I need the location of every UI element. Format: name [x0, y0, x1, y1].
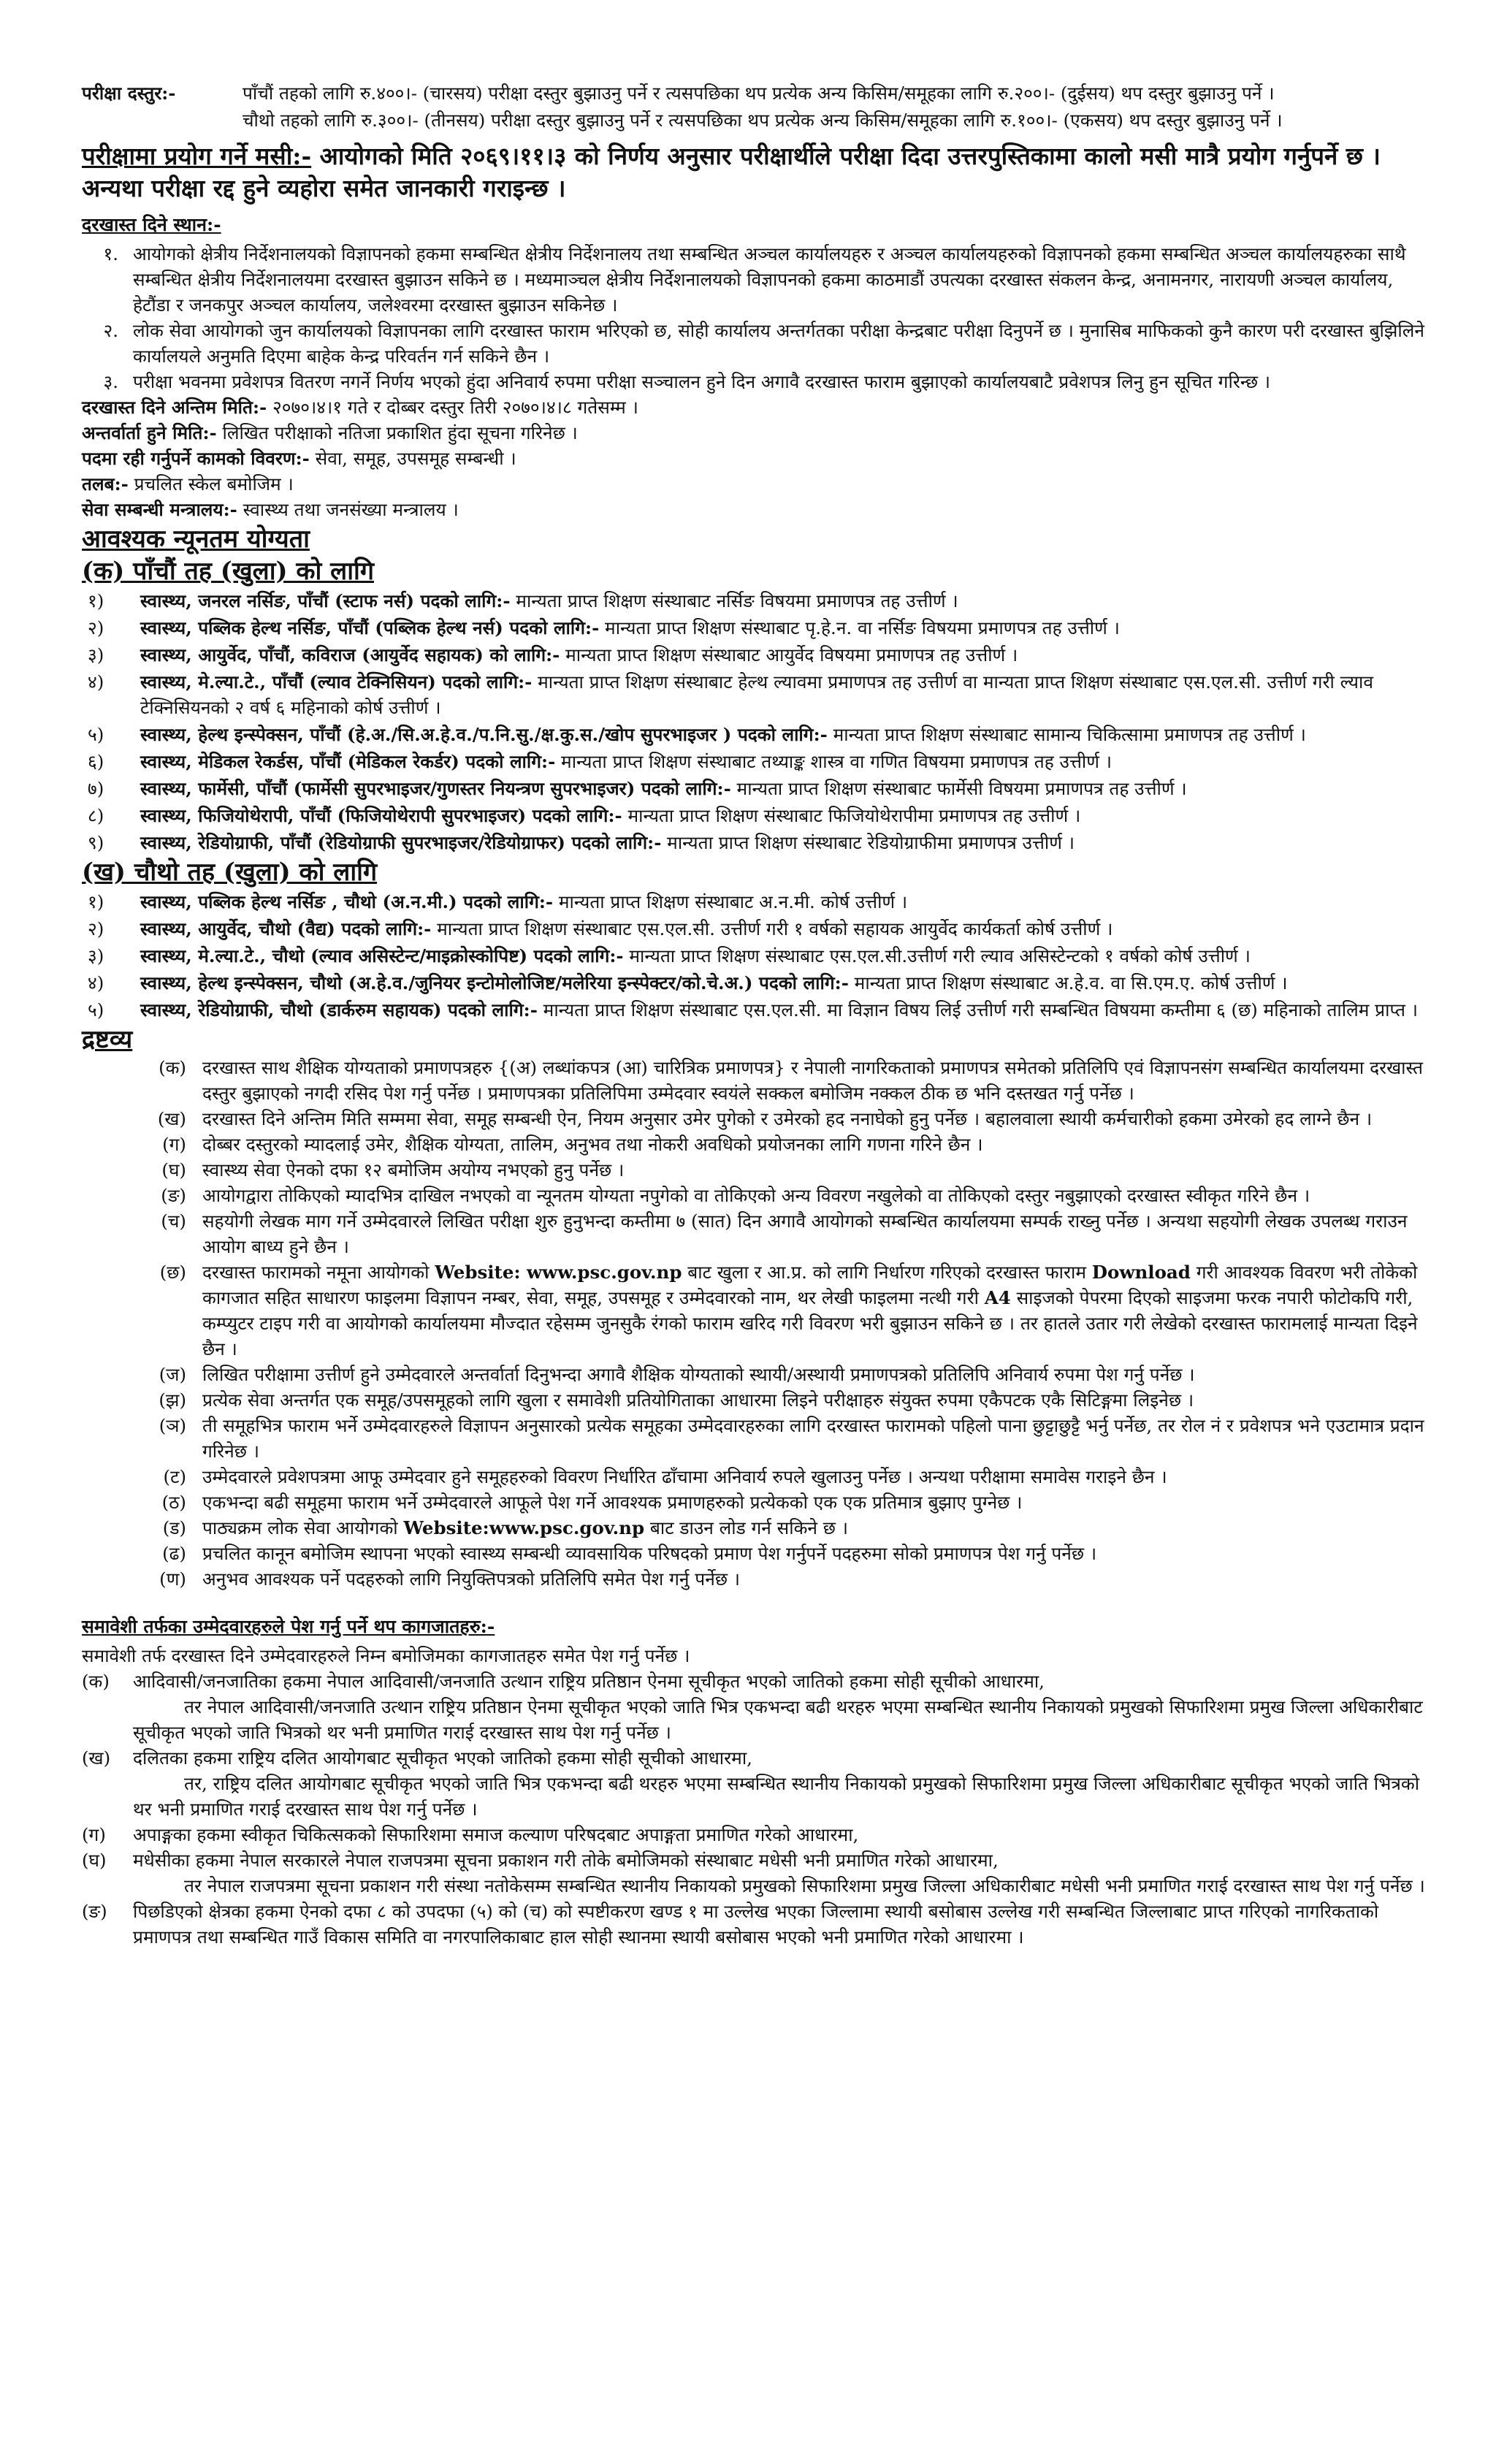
inclusive-text	[133, 1822, 1430, 1847]
qualification-text	[140, 615, 1430, 641]
place-item-text: परीक्षा भवनमा प्रवेशपत्र वितरण नगर्ने निर्णय भएको हुंदा अनिवार्य रुपमा परीक्षा सञ्चालन हुने दिन अगावै दरखास्त फाराम बुझाएको कार्यालयबाटै प्रवेशपत्र लिनु हुन सूचित गरिन्छ ।	[133, 371, 1271, 392]
qualification-text	[140, 997, 1430, 1023]
exam-fee-line: चौथो तहको लागि रु.३००।- (तीनसय) परीक्षा दस्तुर बुझाउनु पर्ने र त्यसपछिका थप प्रत्येक अन्य किसिम/समूहका लागि रु.१००।- (एकसय) थप दस्तुर बुझाउनु पर्ने ।	[243, 110, 1283, 131]
qualification-number: ५)	[88, 999, 104, 1021]
exam-fee-text	[243, 80, 1430, 134]
inclusive-intro: समावेशी तर्फ दरखास्त दिने उम्मेदवारहरुले निम्न बमोजिमका कागजातहरु समेत पेश गर्नु पर्नेछ ।	[82, 1645, 690, 1666]
note-link: Website: www.psc.gov.np	[435, 1262, 682, 1283]
qualification-number: ८)	[88, 805, 104, 826]
qualification-text	[140, 669, 1430, 720]
qualification-item	[82, 830, 1430, 855]
note-item	[82, 1490, 1430, 1515]
note-text	[202, 1515, 1430, 1541]
qualification-text	[140, 970, 1430, 996]
qualification-item	[82, 749, 1430, 774]
qualification-number: ३)	[88, 945, 104, 966]
note-text: आयोगद्वारा तोकिएको म्यादभित्र दाखिल नभएको वा न्यूनतम योग्यता नपुगेको वा तोकिएको अन्य विवरण नखुलेको वा तोकिएको दस्तुर नबुझाएको दरखास्त स्वीकृत गरिने छैन ।	[202, 1185, 1310, 1206]
inclusive-item	[82, 1899, 1430, 1950]
qualification-item	[82, 889, 1430, 915]
qualification-post: स्वास्थ्य, फार्मेसी, पाँचौं (फार्मेसी सुपरभाइजर/गुणस्तर नियन्त्रण सुपरभाइजर) पदको लागि:-	[140, 778, 731, 799]
inclusive-main: आदिवासी/जनजातिका हकमा नेपाल आदिवासी/जनजाति उत्थान राष्ट्रिय प्रतिष्ठान ऐनमा सूचीकृत भएको जातिको हकमा सोही सूचीको आधारमा,	[133, 1671, 1045, 1692]
fact-label: अन्तर्वार्ता हुने मिति:-	[82, 422, 217, 443]
qualification-text	[140, 722, 1430, 747]
fact-line	[82, 446, 1430, 471]
inclusive-text	[133, 1745, 1430, 1822]
qualification-number: १)	[88, 891, 104, 912]
section-gap	[82, 1592, 1430, 1611]
qualification-text	[140, 803, 1430, 828]
notes-heading: द्रष्टव्य	[82, 1025, 133, 1054]
note-text: स्वास्थ्य सेवा ऐनको दफा १२ बमोजिम अयोग्य नभएको हुनु पर्नेछ ।	[202, 1159, 625, 1180]
note-item	[82, 1157, 1430, 1183]
note-letter: (ञ)	[159, 1415, 186, 1436]
fact-label: सेवा सम्बन्धी मन्त्रालय:-	[82, 499, 237, 520]
qualification-text	[140, 588, 1430, 614]
qualification-requirement: मान्यता प्राप्त शिक्षण संस्थाबाट रेडियोग्राफीमा प्रमाणपत्र उत्तीर्ण ।	[661, 832, 1075, 853]
note-text: उम्मेदवारले प्रवेशपत्रमा आफू उम्मेदवार हुने समूहहरुको विवरण निर्धारित ढाँचामा अनिवार्य रुपले खुलाउनु पर्नेछ । अन्यथा परीक्षामा समावेस गराइने छैन ।	[202, 1466, 1167, 1487]
place-item-number: ३.	[103, 371, 118, 392]
inclusive-letter: (क)	[82, 1671, 110, 1692]
qualification-text	[140, 642, 1430, 668]
inclusive-letter: (ङ)	[82, 1901, 107, 1922]
qualification-number: ५)	[88, 724, 104, 745]
qualification-item	[82, 615, 1430, 641]
qualification-item	[82, 943, 1430, 969]
note-item	[82, 1362, 1430, 1387]
note-text: प्रचलित कानून बमोजिम स्थापना भएको स्वास्थ्य सम्बन्धी व्यावसायिक परिषदको प्रमाण पेश गर्नुपर्ने पदहरुमा सोको प्रमाणपत्र पेश गर्नु पर्नेछ ।	[202, 1543, 1097, 1564]
qualification-text	[140, 889, 1430, 915]
ink-notice-text: आयोगको मिति २०६९।११।३ को निर्णय अनुसार परीक्षार्थीले परीक्षा दिदा उत्तरपुस्तिकामा कालो मसी मात्रै प्रयोग गर्नुपर्ने छ । अन्यथा परीक्षा रद्द हुने व्यहोरा समेत जानकारी गराइन्छ ।	[82, 142, 1381, 202]
qualification-number: ९)	[88, 832, 104, 853]
fact-label: तलब:-	[82, 473, 129, 495]
note-segment: गरी आवश्यक विवरण भरी तोकेको कागजात सहित साधारण फाइलमा विज्ञापन नम्बर, सेवा, समूह, उपसमूह र उम्मेदवारको नाम, थर लेखी फाइलमा नत्थी गरी	[202, 1262, 1418, 1308]
note-letter: (ढ)	[162, 1543, 186, 1564]
note-text: दोब्बर दस्तुरको म्यादलाई उमेर, शैक्षिक योग्यता, तालिम, अनुभव तथा नोकरी अवधिको प्रयोजनका लागि गणना गरिने छैन ।	[202, 1134, 983, 1155]
qualification-item	[82, 803, 1430, 828]
note-item	[82, 1055, 1430, 1106]
note-item	[82, 1464, 1430, 1490]
qualification-requirement: मान्यता प्राप्त शिक्षण संस्थाबाट सामान्य चिकित्सामा प्रमाणपत्र तह उत्तीर्ण ।	[827, 724, 1306, 745]
application-place-heading: दरखास्त दिने स्थान:-	[82, 214, 221, 235]
qualification-number: २)	[88, 918, 104, 939]
qualification-requirement: मान्यता प्राप्त शिक्षण संस्थाबाट हेल्थ ल्यावमा प्रमाणपत्र तह उत्तीर्ण वा मान्यता प्राप्त शिक्षण संस्थाबाट एस.एल.सी. उत्तीर्ण गरी ल्याव टेक्निसियनको २ वर्ष ६ महिनाको कोर्ष उत्तीर्ण ।	[140, 671, 1373, 718]
qualification-number: ४)	[88, 972, 104, 993]
qualification-number: ७)	[88, 778, 104, 799]
place-item	[82, 241, 1430, 318]
qualification-item	[82, 722, 1430, 747]
qualification-requirement: मान्यता प्राप्त शिक्षण संस्थाबाट आयुर्वेद विषयमा प्रमाणपत्र तह उत्तीर्ण ।	[560, 644, 1018, 665]
qualification-item	[82, 669, 1430, 720]
qualification-number: ३)	[88, 644, 104, 665]
note-item	[82, 1183, 1430, 1208]
qualification-item	[82, 642, 1430, 668]
note-link: Download	[1091, 1262, 1191, 1283]
note-item	[82, 1515, 1430, 1541]
note-text	[202, 1259, 1430, 1362]
place-item	[82, 318, 1430, 369]
fact-label: दरखास्त दिने अन्तिम मिति:-	[82, 397, 267, 418]
qualification-post: स्वास्थ्य, पब्लिक हेल्थ नर्सिङ, पाँचौं (पब्लिक हेल्थ नर्स) पदको लागि:-	[140, 617, 600, 638]
note-item	[82, 1106, 1430, 1132]
place-item-text: लोक सेवा आयोगको जुन कार्यालयको विज्ञापनका लागि दरखास्त फाराम भरिएको छ, सोही कार्यालय अन्तर्गतका परीक्षा केन्द्रबाट परीक्षा दिनुपर्ने छ । मुनासिब माफिकको कुनै कारण परी दरखास्त बुझिलिने कार्यालयले अनुमति दिएमा बाहेक केन्द्र परिवर्तन गर्न सकिने छैन ।	[133, 320, 1424, 367]
qualification-text	[140, 830, 1430, 855]
qualification-requirement: मान्यता प्राप्त शिक्षण संस्थाबाट तथ्याङ्क शास्त्र वा गणित विषयमा प्रमाणपत्र तह उत्तीर्ण ।	[555, 751, 1113, 772]
inclusive-proviso: तर, राष्ट्रिय दलित आयोगबाट सूचीकृत भएको जाति भित्र एकभन्दा बढी थरहरु भएमा सम्बन्धित स्थानीय निकायको प्रमुखको सिफारिशमा प्रमुख जिल्ला अधिकारीबाट सूचीकृत भएको जाति भित्रको थर भनी प्रमाणित गराई दरखास्त साथ पेश गर्नु पर्नेछ ।	[133, 1773, 1420, 1820]
fact-line	[82, 420, 1430, 446]
note-segment: साइजको पेपरमा दिएको साइजमा फरक नपारी फोटोकपि गरी, कम्प्युटर टाइप गरी वा आयोगको कार्यालयमा मौज्दात रहेसम्म जुनसुकै रंगको फाराम खरिद गरी विवरण भरी बुझाउन सकिने छ । तर हातले उतार गरी लेखेको दरखास्त फारामलाई मान्यता दिइने छैन ।	[202, 1287, 1418, 1359]
exam-fee-line: पाँचौं तहको लागि रु.४००।- (चारसय) परीक्षा दस्तुर बुझाउनु पर्ने र त्यसपछिका थप प्रत्येक अन्य किसिम/समूहका लागि रु.२००।- (दुईसय) थप दस्तुर बुझाउनु पर्ने ।	[243, 83, 1275, 104]
qualification-requirement: मान्यता प्राप्त शिक्षण संस्थाबाट एस.एल.सी. मा विज्ञान विषय लिई उत्तीर्ण गरी सम्बन्धित विषयमा कम्तीमा ६ (छ) महिनाको तालिम प्राप्त ।	[537, 999, 1419, 1021]
qualification-post: स्वास्थ्य, मेडिकल रेकर्डस, पाँचौं (मेडिकल रेकर्डर) पदको लागि:-	[140, 751, 556, 772]
inclusive-letter: (ग)	[82, 1824, 106, 1845]
note-letter: (घ)	[161, 1159, 186, 1180]
note-letter: (क)	[159, 1057, 186, 1078]
qualification-post: स्वास्थ्य, हेल्थ इन्स्पेक्सन, पाँचौं (हे.अ./सि.अ.हे.व./प.नि.सु./क्ष.कु.स./खोप सुपरभाइजर ) पदको लागि:-	[140, 724, 828, 745]
level4-list	[82, 889, 1430, 1023]
inclusive-item	[82, 1745, 1430, 1822]
note-item	[82, 1541, 1430, 1566]
qualification-number: ४)	[88, 671, 104, 693]
fact-text: प्रचलित स्केल बमोजिम ।	[128, 473, 294, 495]
fact-line	[82, 394, 1430, 420]
fact-text: स्वास्थ्य तथा जनसंख्या मन्त्रालय ।	[237, 499, 459, 520]
note-item	[82, 1208, 1430, 1259]
inclusive-item	[82, 1668, 1430, 1745]
qualification-post: स्वास्थ्य, मे.ल्या.टे., पाँचौं (ल्याव टेक्निसियन) पदको लागि:-	[140, 671, 533, 693]
qualification-text	[140, 749, 1430, 774]
inclusive-list	[82, 1668, 1430, 1950]
note-letter: (ठ)	[161, 1492, 186, 1513]
note-segment: पाठ्यक्रम लोक सेवा आयोगको	[202, 1517, 404, 1538]
qualification-post: स्वास्थ्य, हेल्थ इन्स्पेक्सन, चौथो (अ.हे.व./जुनियर इन्टोमोलोजिष्ट/मलेरिया इन्स्पेक्टर/को.चे.अ.) पदको लागि:-	[140, 972, 849, 993]
note-text: प्रत्येक सेवा अन्तर्गत एक समूह/उपसमूहको लागि खुला र समावेशी प्रतियोगिताका आधारमा लिइने परीक्षाहरु संयुक्त रुपमा एकैपटक एकै सिटिङ्गमा लिइनेछ ।	[202, 1389, 1194, 1411]
application-place-list	[82, 241, 1430, 394]
qualification-requirement: मान्यता प्राप्त शिक्षण संस्थाबाट अ.हे.व. वा सि.एम.ए. कोर्ष उत्तीर्ण ।	[848, 972, 1288, 993]
note-letter: (ख)	[157, 1108, 186, 1129]
fact-label: पदमा रही गर्नुपर्ने कामको विवरण:-	[82, 448, 310, 469]
qualification-text	[140, 943, 1430, 969]
inclusive-main: पिछडिएको क्षेत्रका हकमा ऐनको दफा ८ को उपदफा (५) को (च) को स्पष्टीकरण खण्ड १ मा उल्लेख भएका जिल्लामा स्थायी बसोबास उल्लेख गरी सम्बन्धित जिल्लाबाट प्राप्त गरिएको नागरिकताको प्रमाणपत्र तथा सम्बन्धित गाउँ विकास समिति वा नगरपालिकाबाट हाल सोही स्थानमा स्थायी बसोबास भएको भनी प्रमाणित गरेको आधारमा ।	[133, 1901, 1379, 1948]
note-text: ती समूहभित्र फाराम भर्ने उम्मेदवारहरुले विज्ञापन अनुसारको प्रत्येक समूहका उम्मेदवारहरुका लागि दरखास्त फारामको पहिलो पाना छुट्टाछुट्टै भर्नु पर्नेछ, तर रोल नं र प्रवेशपत्र भने एउटामात्र प्रदान गरिनेछ ।	[202, 1415, 1424, 1462]
inclusive-proviso: तर नेपाल आदिवासी/जनजाति उत्थान राष्ट्रिय प्रतिष्ठान ऐनमा सूचीकृत भएको जाति भित्र एकभन्दा बढी थरहरु भएमा सम्बन्धित स्थानीय निकायको प्रमुखको सिफारिशमा प्रमुख जिल्ला अधिकारीबाट सूचीकृत भएको जाति भित्रको थर भनी प्रमाणित गराई दरखास्त साथ पेश गर्नु पर्नेछ ।	[133, 1696, 1423, 1743]
qualification-item	[82, 776, 1430, 801]
fact-text: २०७०।४।१ गते र दोब्बर दस्तुर तिरी २०७०।४।८ गतेसम्म ।	[267, 397, 638, 418]
qualification-requirement: मान्यता प्राप्त शिक्षण संस्थाबाट अ.न.मी. कोर्ष उत्तीर्ण ।	[553, 891, 908, 912]
note-text: अनुभव आवश्यक पर्ने पदहरुको लागि नियुक्तिपत्रको प्रतिलिपि समेत पेश गर्नु पर्नेछ ।	[202, 1568, 741, 1590]
note-item	[82, 1387, 1430, 1413]
qualification-number: २)	[88, 617, 104, 638]
inclusive-main: अपाङ्गका हकमा स्वीकृत चिकित्सकको सिफारिशमा समाज कल्याण परिषदबाट अपाङ्गता प्रमाणित गरेको आधारमा,	[133, 1824, 859, 1845]
note-text: दरखास्त दिने अन्तिम मिति सम्ममा सेवा, समूह सम्बन्धी ऐन, नियम अनुसार उमेर पुगेको र उमेरको हद ननाघेको हुनु पर्नेछ । बहालवाला स्थायी कर्मचारीको हकमा उमेरको हद लाग्ने छैन ।	[202, 1108, 1373, 1129]
qualification-number: १)	[88, 590, 104, 611]
note-text: एकभन्दा बढी समूहमा फाराम भर्ने उम्मेदवारले आफूले पेश गर्ने आवश्यक प्रमाणहरुको प्रत्येकको एक एक प्रतिमात्र बुझाए पुग्नेछ ।	[202, 1492, 1023, 1513]
note-text: दरखास्त साथ शैक्षिक योग्यताको प्रमाणपत्रहरु {(अ) लब्धांकपत्र (आ) चारित्रिक प्रमाणपत्र} र नेपाली नागरिकताको प्रमाणपत्र समेतको प्रतिलिपि एवं विज्ञापनसंग सम्बन्धित कार्यालयमा दरखास्त दस्तुर बुझाएको नगदी रसिद पेश गर्नु पर्नेछ । प्रमाणपत्रका प्रतिलिपिमा उम्मेदवार स्वयंले सक्कल बमोजिम नक्कल ठीक छ भनि दस्तखत गर्नु पर्नेछ ।	[202, 1057, 1423, 1104]
ink-notice-label: परीक्षामा प्रयोग गर्ने मसी:-	[82, 142, 312, 170]
fact-text: लिखित परीक्षाको नतिजा प्रकाशित हुंदा सूचना गरिनेछ ।	[216, 422, 578, 443]
exam-fee-label: परीक्षा दस्तुर:-	[82, 83, 176, 104]
qualification-item	[82, 588, 1430, 614]
qualification-post: स्वास्थ्य, आयुर्वेद, चौथो (वैद्य) पदको लागि:-	[140, 918, 432, 939]
fact-text: सेवा, समूह, उपसमूह सम्बन्धी ।	[309, 448, 516, 469]
note-letter: (ड)	[162, 1517, 186, 1538]
note-item	[82, 1259, 1430, 1362]
qualification-post: स्वास्थ्य, रेडियोग्राफी, पाँचौं (रेडियोग्राफी सुपरभाइजर/रेडियोग्राफर) पदको लागि:-	[140, 832, 662, 853]
inclusive-item	[82, 1847, 1430, 1899]
qualification-item	[82, 997, 1430, 1023]
qualification-requirement: मान्यता प्राप्त शिक्षण संस्थाबाट फिजियोथेरापीमा प्रमाणपत्र तह उत्तीर्ण ।	[622, 805, 1081, 826]
fact-line	[82, 497, 1430, 522]
note-letter: (झ)	[159, 1389, 186, 1411]
qualification-requirement: मान्यता प्राप्त शिक्षण संस्थाबाट फार्मेसी विषयमा प्रमाणपत्र तह उत्तीर्ण ।	[730, 778, 1187, 799]
inclusive-text	[133, 1847, 1430, 1899]
level5-heading: (क) पाँचौं तह (खुला) को लागि	[82, 557, 374, 586]
qualification-post: स्वास्थ्य, पब्लिक हेल्थ नर्सिङ , चौथो (अ.न.मी.) पदको लागि:-	[140, 891, 554, 912]
note-letter: (च)	[161, 1210, 186, 1232]
facts-list	[82, 394, 1430, 522]
fact-line	[82, 471, 1430, 497]
note-segment: दरखास्त फारामको नमूना आयोगको	[202, 1262, 435, 1283]
note-text: लिखित परीक्षामा उत्तीर्ण हुने उम्मेदवारले अन्तर्वार्ता दिनुभन्दा अगावै शैक्षिक योग्यताको स्थायी/अस्थायी प्रमाणपत्रको प्रतिलिपि अनिवार्य रुपमा पेश गर्नु पर्नेछ ।	[202, 1364, 1195, 1385]
level4-heading: (ख) चौथो तह (खुला) को लागि	[82, 858, 378, 887]
inclusive-text	[133, 1668, 1430, 1745]
qualification-text	[140, 916, 1430, 942]
inclusive-main: दलितका हकमा राष्ट्रिय दलित आयोगबाट सूचीकृत भएको जातिको हकमा सोही सूचीको आधारमा,	[133, 1747, 752, 1769]
note-letter: (ङ)	[161, 1185, 186, 1206]
qualification-post: स्वास्थ्य, आयुर्वेद, पाँचौं, कविराज (आयुर्वेद सहायक) को लागि:-	[140, 644, 560, 665]
qualification-requirement: मान्यता प्राप्त शिक्षण संस्थाबाट एस.एल.सी. उत्तीर्ण गरी १ वर्षको सहायक आयुर्वेद कार्यकर्ता कोर्ष उत्तीर्ण ।	[431, 918, 1113, 939]
inclusive-text	[133, 1899, 1430, 1950]
place-item-number: २.	[103, 320, 118, 341]
qualification-item	[82, 970, 1430, 996]
note-letter: (ट)	[163, 1466, 186, 1487]
notes-list	[82, 1055, 1430, 1592]
qualification-requirement: मान्यता प्राप्त शिक्षण संस्थाबाट नर्सिङ विषयमा प्रमाणपत्र तह उत्तीर्ण ।	[510, 590, 958, 611]
note-letter: (छ)	[159, 1262, 186, 1283]
inclusive-main: मधेसीका हकमा नेपाल सरकारले नेपाल राजपत्रमा सूचना प्रकाशन गरी तोके बमोजिमको संस्थाबाट मधेसी भनी प्रमाणित गरेको आधारमा,	[133, 1850, 999, 1871]
note-item	[82, 1413, 1430, 1464]
inclusive-heading: समावेशी तर्फका उम्मेदवारहरुले पेश गर्नु पर्ने थप कागजातहरु:-	[82, 1616, 495, 1637]
note-letter: (ण)	[159, 1568, 186, 1590]
place-item-text: आयोगको क्षेत्रीय निर्देशनालयको विज्ञापनको हकमा सम्बन्धित क्षेत्रीय निर्देशनालय तथा सम्बन्धित अञ्चल कार्यालयहरु र अञ्चल कार्यालयहरुको विज्ञापनको हकमा सम्बन्धित अञ्चल कार्यालयहरुका साथै सम्बन्धित क्षेत्रीय निर्देशनालयमा दरखास्त बुझाउन सकिने छ । मध्यमाञ्चल क्षेत्रीय निर्देशनालयको विज्ञापनको हकमा काठमाडौं उपत्यका दरखास्त संकलन केन्द्र, अनामनगर, नारायणी अञ्चल कार्यालय, हेटौंडा र जनकपुर अञ्चल कार्यालय, जलेश्वरमा दरखास्त बुझाउन सकिनेछ ।	[133, 243, 1406, 316]
exam-fee-section	[82, 80, 1430, 134]
note-text: सहयोगी लेखक माग गर्ने उम्मेदवारले लिखित परीक्षा शुरु हुनुभन्दा कम्तीमा ७ (सात) दिन अगावै आयोगको सम्बन्धित कार्यालयमा सम्पर्क राख्नु पर्नेछ । अन्यथा सहयोगी लेखक उपलब्ध गराउन आयोग बाध्य हुने छैन ।	[202, 1210, 1408, 1257]
min-qualification-heading: आवश्यक न्यूनतम योग्यता	[82, 525, 310, 554]
note-letter: (ग)	[162, 1134, 186, 1155]
qualification-requirement: मान्यता प्राप्त शिक्षण संस्थाबाट पृ.हे.न. वा नर्सिङ विषयमा प्रमाणपत्र तह उत्तीर्ण ।	[599, 617, 1120, 638]
note-link: Website:www.psc.gov.np	[403, 1517, 645, 1538]
note-letter: (ज)	[159, 1364, 186, 1385]
qualification-text	[140, 776, 1430, 801]
place-item-number: १.	[103, 243, 118, 264]
inclusive-item	[82, 1822, 1430, 1847]
qualification-post: स्वास्थ्य, मे.ल्या.टे., चौथो (ल्याव असिस्टेन्ट/माइक्रोस्कोपिष्ट) पदको लागि:-	[140, 945, 624, 966]
note-segment: बाट डाउन लोड गर्न सकिने छ ।	[644, 1517, 849, 1538]
qualification-requirement: मान्यता प्राप्त शिक्षण संस्थाबाट एस.एल.सी.उत्तीर्ण गरी ल्याव असिस्टेन्टको १ वर्षको कोर्ष उत्तीर्ण ।	[623, 945, 1251, 966]
note-item	[82, 1566, 1430, 1592]
note-item	[82, 1132, 1430, 1157]
inclusive-letter: (घ)	[82, 1850, 107, 1871]
inclusive-letter: (ख)	[82, 1747, 111, 1769]
note-segment: बाट खुला र आ.प्र. को लागि निर्धारण गरिएको दरखास्त फाराम	[682, 1262, 1092, 1283]
level5-list	[82, 588, 1430, 855]
ink-notice	[82, 140, 1430, 205]
inclusive-proviso: तर नेपाल राजपत्रमा सूचना प्रकाशन गरी संस्था नतोकेसम्म सम्बन्धित स्थानीय निकायको प्रमुखको सिफारिशमा प्रमुख जिल्ला अधिकारीबाट मधेसी भनी प्रमाणित गराई दरखास्त साथ पेश गर्नु पर्नेछ ।	[184, 1875, 1425, 1896]
qualification-post: स्वास्थ्य, रेडियोग्राफी, चौथो (डार्करुम सहायक) पदको लागि:-	[140, 999, 538, 1021]
qualification-post: स्वास्थ्य, फिजियोथेरापी, पाँचौं (फिजियोथेरापी सुपरभाइजर) पदको लागि:-	[140, 805, 622, 826]
note-link: A4	[984, 1287, 1011, 1308]
place-item	[82, 369, 1430, 394]
qualification-item	[82, 916, 1430, 942]
qualification-number: ६)	[88, 751, 104, 772]
qualification-post: स्वास्थ्य, जनरल नर्सिङ, पाँचौं (स्टाफ नर्स) पदको लागि:-	[140, 590, 511, 611]
